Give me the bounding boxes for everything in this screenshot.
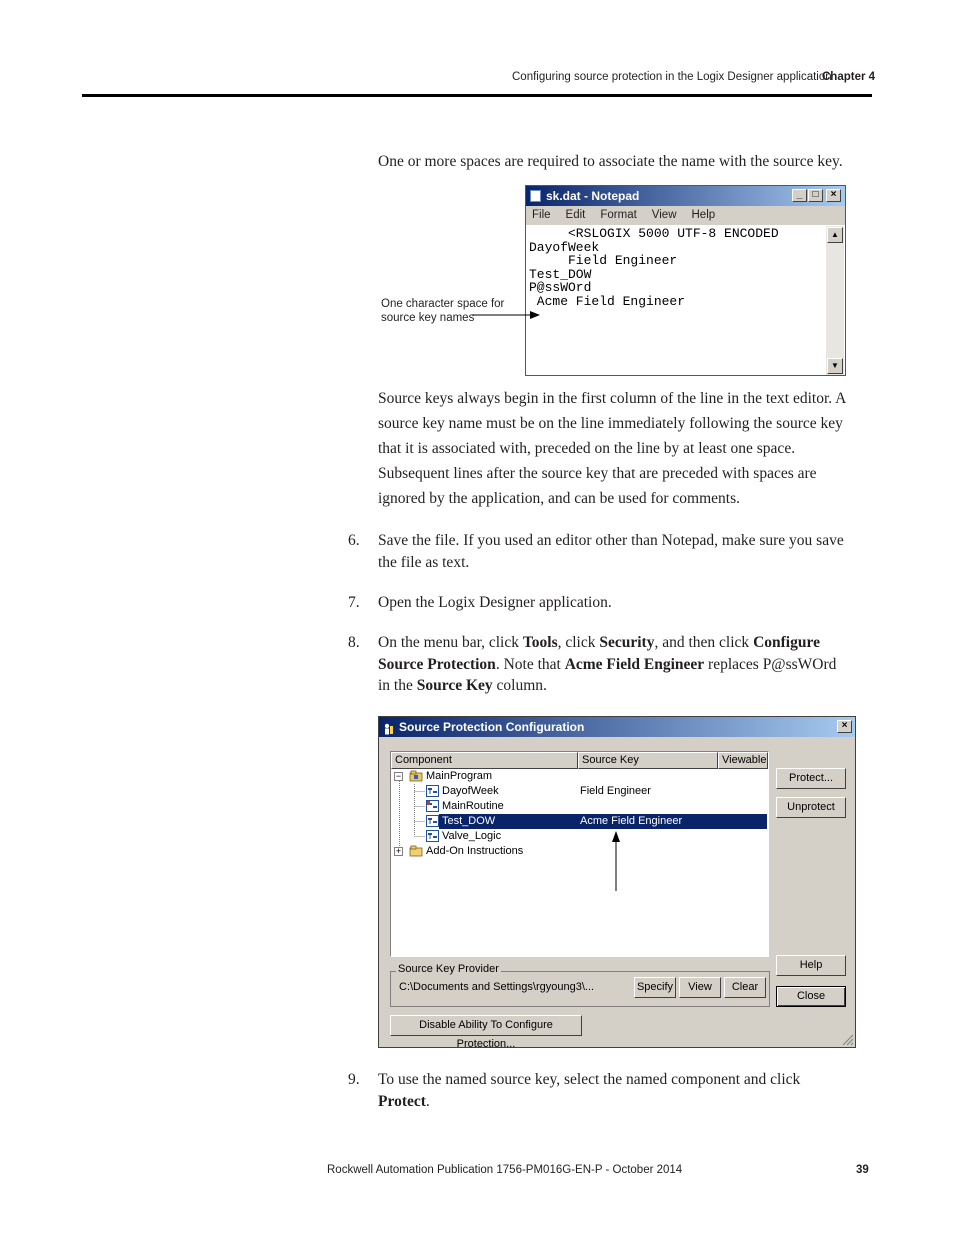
folder-icon [409,845,422,857]
provider-path: C:\Documents and Settings\rgyoung3\... [399,981,595,993]
step-8-text [378,632,863,697]
close-icon[interactable]: × [826,189,841,202]
ui-term: Tools [522,634,558,651]
tree-row-add-on-instructions[interactable] [394,844,764,859]
callout-line: source key names [381,312,475,324]
page-number: 39 [856,1164,869,1176]
dialog-title: Source Protection Configuration [399,720,585,734]
text-line: Acme Field Engineer [529,293,686,309]
step-number: 6. [348,532,360,549]
view-button[interactable]: View [679,977,721,998]
step-number: 8. [348,634,360,651]
tree-row-test-dow[interactable] [394,814,764,829]
text-line: Test_DOW [529,266,592,282]
step-7-text: Open the Logix Designer application. [378,594,612,611]
scroll-down-icon[interactable]: ▼ [827,358,843,374]
ui-term: Configure [753,634,820,651]
text-run: in the [378,677,417,694]
column-header-component[interactable]: Component [391,752,578,769]
footer-publication: Rockwell Automation Publication 1756-PM016G-EN-P - October 2014 [327,1164,683,1176]
routine-icon [426,815,439,827]
text-run: . Note that [495,655,565,673]
text-line: that it is associated with, preceded on the line by at least one space. [378,440,796,457]
folder-program-icon [409,770,422,782]
step-6-text [378,530,863,573]
running-header-chapter: Chapter 4 [822,71,876,83]
ui-term: Source Key [416,677,493,694]
resize-grip-icon[interactable] [841,1033,854,1046]
dialog-titlebar [379,717,855,737]
text-line: Subsequent lines after the source key that are preceded with spaces are [378,465,817,482]
dialog-app-icon [383,721,394,733]
menu-edit[interactable]: Edit [565,209,586,221]
tree-row-mainroutine[interactable] [394,799,764,814]
routine-icon [426,785,439,797]
running-header-title: Configuring source protection in the Logix Designer application [512,71,832,83]
tree-label: MainProgram [426,770,493,782]
source-protection-dialog [378,716,856,1048]
disable-protection-button[interactable]: Disable Ability To Configure Protection... [390,1015,582,1036]
tree-label: Valve_Logic [442,830,502,842]
scroll-up-icon[interactable]: ▲ [827,227,843,243]
source-key-provider-label: Source Key Provider [398,963,499,975]
unprotect-button[interactable]: Unprotect [776,797,846,818]
text-line: source key name must be on the line immediately following the source key [378,415,843,432]
text-line: P@ssWOrd [529,280,592,295]
clear-button[interactable]: Clear [724,977,766,998]
specify-button[interactable]: Specify [634,977,676,998]
tree-label: Test_DOW [442,815,496,827]
notepad-title: sk.dat - Notepad [546,189,640,203]
step-number: 7. [348,594,360,611]
minimize-icon[interactable]: _ [792,189,807,202]
vertical-scrollbar[interactable] [826,226,844,375]
text-run: , click [557,634,600,651]
protect-button[interactable]: Protect... [776,768,846,789]
ui-term: Protect [378,1092,426,1110]
text-line: Source keys always begin in the first column of the line in the text editor. A [378,390,847,407]
tree-label: Add-On Instructions [426,845,524,857]
text-line: Save the file. If you used an editor other than Notepad, make sure you save [378,532,844,549]
menu-format[interactable]: Format [600,209,637,221]
menu-help[interactable]: Help [691,209,716,221]
column-header-source-key[interactable]: Source Key [578,752,718,769]
text-run: On the menu bar, click [378,634,523,651]
routine-icon [426,830,439,842]
menu-view[interactable]: View [651,209,677,221]
annotation-arrow-icon [609,829,623,893]
column-header-viewable[interactable]: Viewable [718,752,768,769]
tree-label: DayofWeek [442,785,499,797]
tree-row-valve-logic[interactable] [394,829,764,844]
collapse-icon[interactable]: − [395,771,402,781]
menu-file[interactable]: File [532,209,551,221]
text-line: DayofWeek [529,239,600,255]
source-key-cell: Acme Field Engineer [580,815,683,827]
tree-label: MainRoutine [442,800,504,812]
ui-term: Source Protection [378,655,496,673]
tree-row-dayofweek[interactable] [394,784,764,799]
tree-row-mainprogram[interactable] [394,769,764,784]
notepad-text-area[interactable] [529,227,779,308]
maximize-icon[interactable]: □ [808,189,823,202]
notepad-menubar [526,206,845,225]
callout-arrow-icon [470,308,542,322]
expand-icon[interactable]: + [395,846,402,856]
notepad-app-icon [530,190,541,202]
text-line: ignored by the application, and can be used for comments. [378,490,740,507]
callout-line: One character space for [381,298,505,310]
step-number: 9. [348,1071,360,1088]
intro-paragraph: One or more spaces are required to associate the name with the source key. [378,153,843,170]
step-9-text [378,1069,863,1112]
explanation-paragraph [378,386,863,511]
close-button[interactable]: Close [776,986,846,1007]
source-key-cell: Field Engineer [580,785,651,797]
component-tree[interactable] [390,751,769,957]
text-run: replaces P@ssWOrd [704,655,837,673]
header-rule [82,94,872,97]
text-line: <RSLOGIX 5000 UTF-8 ENCODED [529,226,779,241]
text-run: . [425,1092,430,1110]
ui-term: Security [599,634,655,651]
text-run: column. [492,677,547,694]
text-line: Field Engineer [529,253,678,268]
close-icon[interactable]: × [837,720,852,733]
main-routine-icon [426,800,439,812]
text-line: the file as text. [378,553,470,571]
text-run: , and then click [654,634,754,651]
text-line: To use the named source key, select the named component and click [378,1071,801,1088]
help-button[interactable]: Help [776,955,846,976]
notepad-window [525,185,846,376]
ui-term: Acme Field Engineer [564,655,705,673]
